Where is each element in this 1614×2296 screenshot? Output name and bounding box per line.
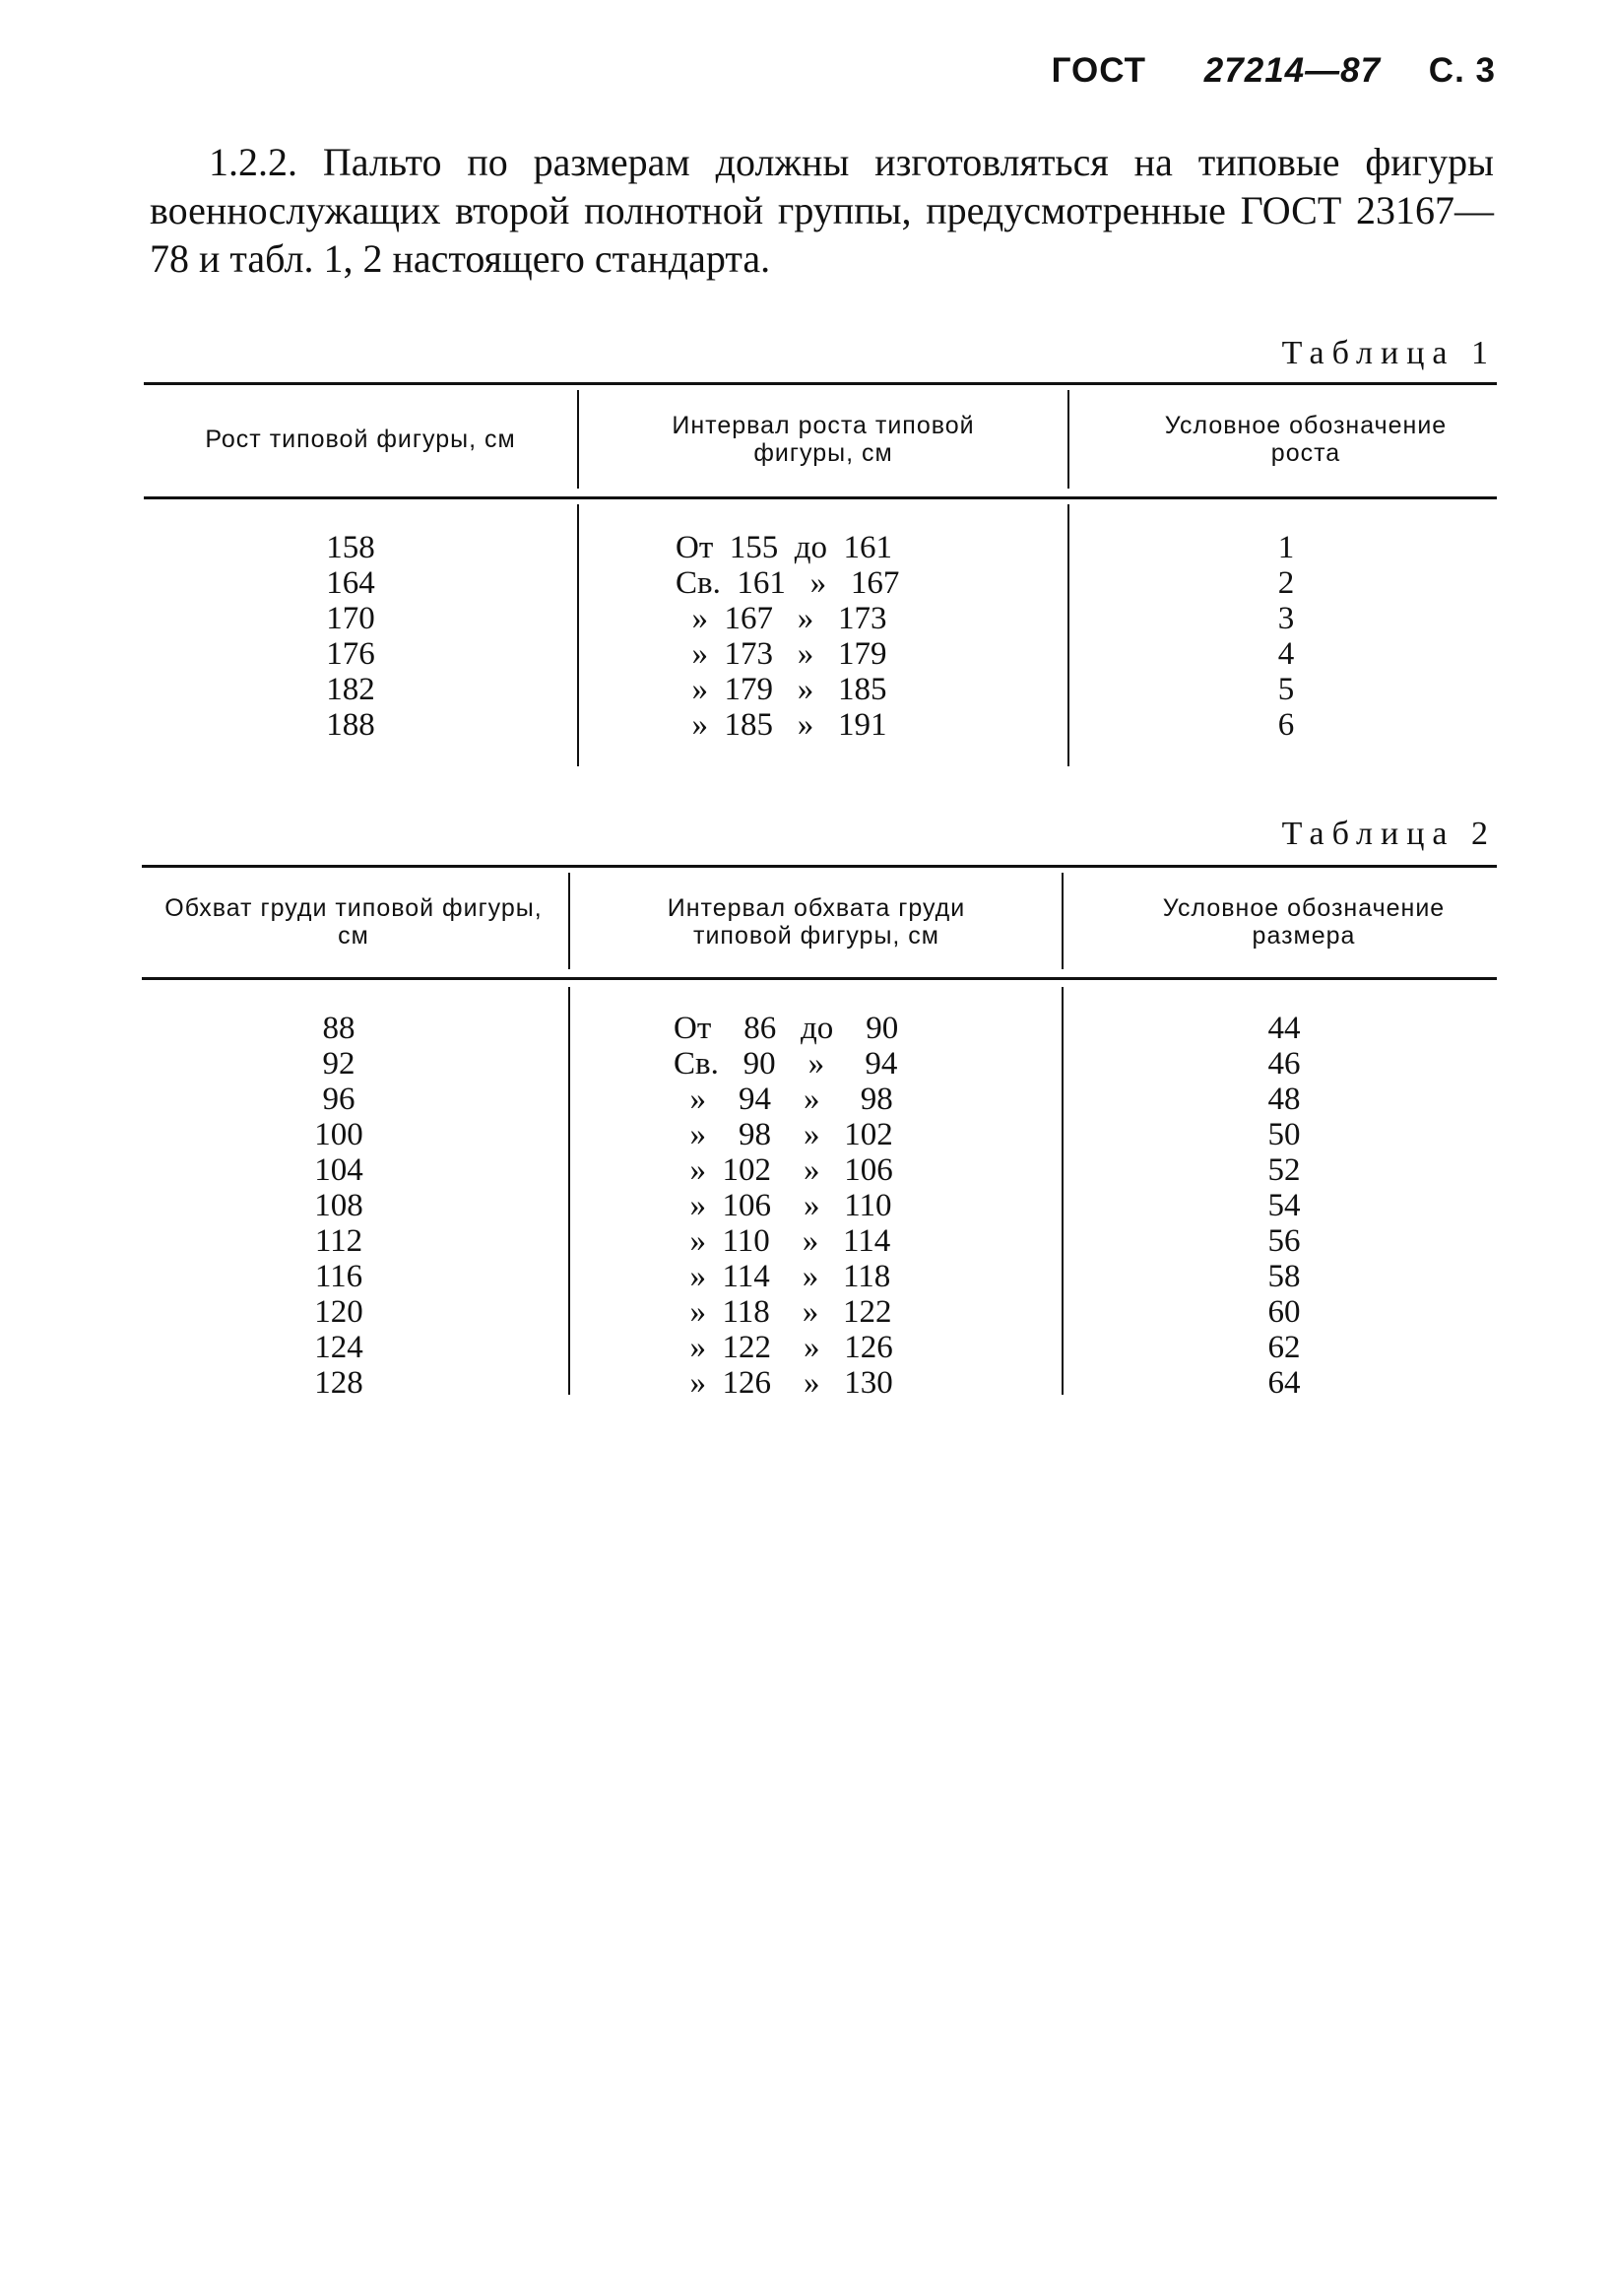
- table1-cell: 170: [326, 601, 375, 636]
- table1-col-code: [1227, 530, 1345, 743]
- table1-cell: 2: [1277, 565, 1295, 601]
- table1-body-divider-2: [1067, 504, 1069, 766]
- page-header: [1052, 51, 1496, 91]
- table1-cell: От 155 до 161: [676, 530, 893, 565]
- table2-top-rule: [142, 865, 1497, 868]
- table2-cell: 88: [322, 1011, 355, 1046]
- header-standard: ГОСТ: [1051, 51, 1147, 90]
- table2-col-chest: [280, 1011, 398, 1401]
- table1-cell: 4: [1277, 636, 1295, 672]
- table2-cell: 50: [1267, 1117, 1301, 1152]
- table2-cell: » 110 » 114: [674, 1223, 891, 1259]
- table1-body-divider-1: [577, 504, 579, 766]
- table2-cell: 116: [314, 1259, 363, 1294]
- table1-top-rule: [144, 382, 1497, 385]
- table1-cell: 182: [326, 672, 375, 707]
- table1-header-divider-2: [1067, 390, 1069, 489]
- table2-cell: Св. 90 » 94: [674, 1046, 898, 1082]
- table2-col-interval: [674, 1011, 1028, 1401]
- table2-cell: 108: [314, 1188, 363, 1223]
- table1-cell: 158: [326, 530, 375, 565]
- table1-cell: 3: [1277, 601, 1295, 636]
- table2-cell: » 102 » 106: [674, 1152, 893, 1188]
- table2-cell: 48: [1267, 1082, 1301, 1117]
- table1-cell: 176: [326, 636, 375, 672]
- table2-cell: 62: [1267, 1330, 1301, 1365]
- table1: [144, 382, 1497, 766]
- table1-cell: » 167 » 173: [676, 601, 887, 636]
- table1-cell: 6: [1277, 707, 1295, 743]
- table1-cell: » 179 » 185: [676, 672, 887, 707]
- table2-body-divider-1: [568, 987, 570, 1395]
- table2-cell: » 106 » 110: [674, 1188, 892, 1223]
- table1-header-interval: Интервал роста типовой фигуры, см: [672, 412, 975, 467]
- table1-cell: 164: [326, 565, 375, 601]
- table2-body-divider-2: [1062, 987, 1064, 1395]
- clause-paragraph: 1.2.2. Пальто по размерам должны изготовляться на типовые фигуры военнослужащих второй полнотной группы, предусмотренные ГОСТ 23167—78 и табл. 1, 2 настоящего стандарта.: [150, 140, 1494, 281]
- table2-cell: 46: [1267, 1046, 1301, 1082]
- table2-header-divider-1: [568, 873, 570, 969]
- table2-header-interval: Интервал обхвата груди типовой фигуры, см: [667, 894, 966, 950]
- table2-cell: 64: [1267, 1365, 1301, 1401]
- table2-cell: 128: [314, 1365, 363, 1401]
- table2-cell: 96: [322, 1082, 355, 1117]
- table2-cell: » 94 » 98: [674, 1082, 893, 1117]
- table2-cell: » 126 » 130: [674, 1365, 893, 1401]
- table2-cell: 58: [1267, 1259, 1301, 1294]
- table2-cell: От 86 до 90: [674, 1011, 899, 1046]
- table1-cell: » 173 » 179: [676, 636, 887, 672]
- table2-header-rule: [142, 977, 1497, 980]
- table2-header-chest: Обхват груди типовой фигуры, см: [164, 894, 543, 950]
- table2-cell: 56: [1267, 1223, 1301, 1259]
- header-number: 27214—87: [1203, 51, 1382, 90]
- table2-cell: 112: [314, 1223, 363, 1259]
- table2-cell: 54: [1267, 1188, 1301, 1223]
- table2-col-code: [1225, 1011, 1343, 1401]
- table2-cell: » 118 » 122: [674, 1294, 892, 1330]
- table2-cell: 52: [1267, 1152, 1301, 1188]
- table2-header-code: Условное обозначение размера: [1162, 894, 1446, 950]
- header-page: С. 3: [1428, 51, 1496, 90]
- table2-cell: » 114 » 118: [674, 1259, 891, 1294]
- table1-col-height: [291, 530, 410, 743]
- table1-header-rule: [144, 496, 1497, 499]
- table1-header-code: Условное обозначение роста: [1164, 412, 1448, 467]
- table2-cell: 124: [314, 1330, 363, 1365]
- table1-cell: » 185 » 191: [676, 707, 887, 743]
- table1-cell: 188: [326, 707, 375, 743]
- table1-cell: 5: [1277, 672, 1295, 707]
- table2-cell: 120: [314, 1294, 363, 1330]
- table1-cell: Св. 161 » 167: [676, 565, 900, 601]
- table2-cell: 100: [314, 1117, 363, 1152]
- table1-header-height: Рост типовой фигуры, см: [205, 426, 516, 453]
- table1-cell: 1: [1277, 530, 1295, 565]
- table2-cell: 60: [1267, 1294, 1301, 1330]
- table2-caption: Таблица 2: [1281, 816, 1496, 852]
- table1-header-divider-1: [577, 390, 579, 489]
- table2-cell: 44: [1267, 1011, 1301, 1046]
- table2-cell: » 122 » 126: [674, 1330, 893, 1365]
- table1-caption: Таблица 1: [1281, 335, 1496, 371]
- table2-cell: 104: [314, 1152, 363, 1188]
- table1-col-interval: [676, 530, 1001, 743]
- table2: [142, 865, 1497, 1401]
- table2-cell: » 98 » 102: [674, 1117, 893, 1152]
- table2-cell: 92: [322, 1046, 355, 1082]
- table2-header-divider-2: [1062, 873, 1064, 969]
